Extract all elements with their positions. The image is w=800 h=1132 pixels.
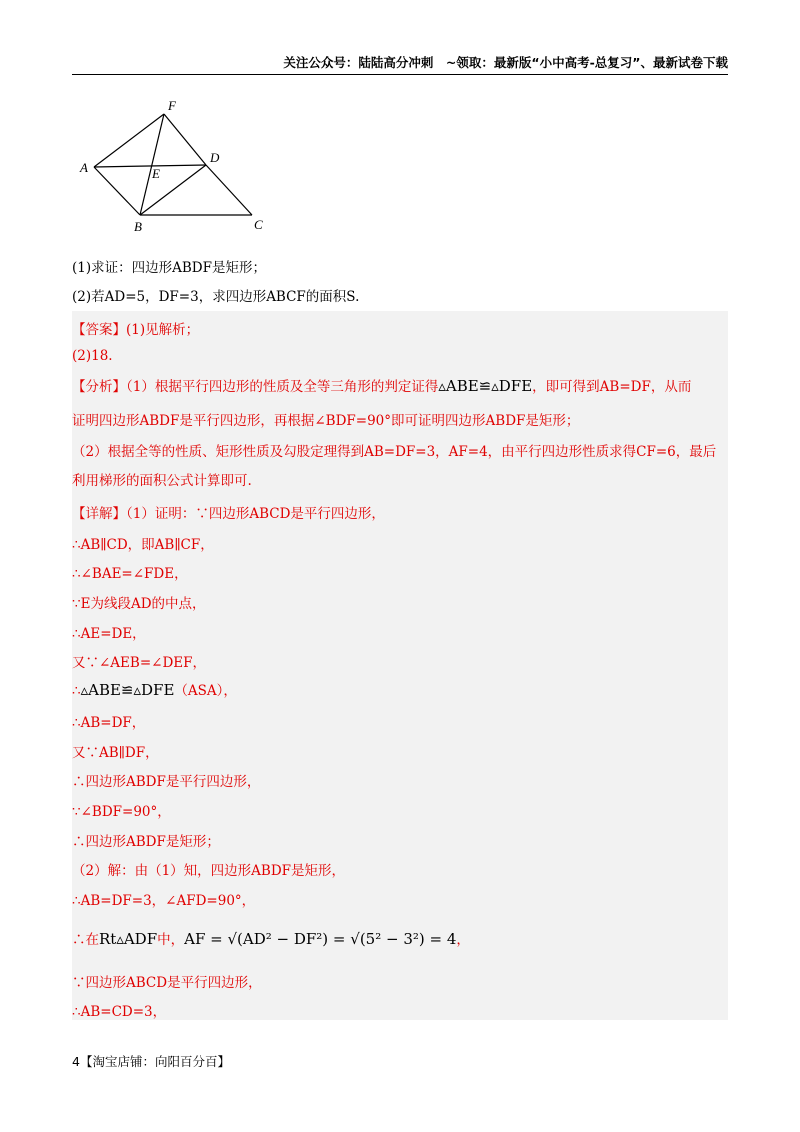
page-header: 关注公众号：陆陆高分冲刺 ~领取：最新版“小中高考-总复习”、最新试卷下载 <box>72 50 728 75</box>
rt-triangle-formula: Rt▵ADF <box>99 930 158 948</box>
detail-line-10: ∴四边形ABDF是平行四边形， <box>72 774 261 790</box>
detail-line-9: 又∵AB∥DF， <box>72 745 159 761</box>
analysis-text-a: 【分析】（1）根据平行四边形的性质及全等三角形的判定证得 <box>72 379 439 395</box>
label-f: F <box>168 98 176 113</box>
detail-line-3: ∴∠BAE=∠FDE， <box>72 566 188 582</box>
detail-15-mid: 中， <box>157 932 185 948</box>
analysis-line-4: 利用梯形的面积公式计算即可. <box>72 473 252 489</box>
segment-ab <box>94 167 140 215</box>
question-1: (1)求证：四边形ABDF是矩形； <box>72 260 266 276</box>
congruence-formula: ▵ABE≌▵DFE <box>438 377 533 395</box>
detail-7-suffix: （ASA）， <box>174 683 237 699</box>
detail-line-13: （2）解：由（1）知，四边形ABDF是矩形， <box>72 863 346 879</box>
detail-line-15 <box>72 928 470 948</box>
detail-line-14: ∴AB=DF=3，∠AFD=90°， <box>72 893 256 909</box>
analysis-text-b: ，即可得到AB=DF，从而 <box>532 379 692 395</box>
analysis-line-2: 证明四边形ABDF是平行四边形，再根据∠BDF=90°即可证明四边形ABDF是矩形； <box>72 413 580 429</box>
detail-15-suffix: ， <box>456 932 470 948</box>
page-footer: 4【淘宝店铺：向阳百分百】 <box>72 1054 230 1069</box>
congruence-formula-2: ▵ABE≌▵DFE <box>80 681 175 699</box>
detail-line-12: ∴四边形ABDF是矩形； <box>72 834 220 850</box>
detail-line-16: ∵四边形ABCD是平行四边形， <box>72 975 262 991</box>
segment-ad <box>94 165 206 167</box>
detail-line-11: ∵∠BDF=90°， <box>72 804 171 820</box>
detail-line-4: ∵E为线段AD的中点， <box>72 596 206 612</box>
detail-15-prefix: ∴在 <box>72 932 99 948</box>
label-c: C <box>254 217 263 232</box>
segment-fd <box>164 114 206 165</box>
detail-line-8: ∴AB=DF， <box>72 715 146 731</box>
detail-line-17: ∴AB=CD=3， <box>72 1004 167 1020</box>
geometry-figure <box>72 94 272 244</box>
label-a: A <box>80 160 88 175</box>
answer-line-2: (2)18. <box>72 348 113 364</box>
label-e: E <box>152 166 160 181</box>
detail-line-2: ∴AB∥CD，即AB∥CF， <box>72 537 214 553</box>
detail-line-5: ∴AE=DE， <box>72 626 146 642</box>
segment-dc <box>206 165 252 215</box>
question-2: (2)若AD=5，DF=3，求四边形ABCF的面积S. <box>72 289 360 305</box>
pythagoras-formula: AF = √(AD² − DF²) = √(5² − 3²) = 4 <box>184 930 457 948</box>
analysis-line-3: （2）根据全等的性质、矩形性质及勾股定理得到AB=DF=3，AF=4，由平行四边形性质求得CF=6，最后 <box>72 444 717 460</box>
detail-line-7 <box>72 679 237 699</box>
analysis-line-1 <box>72 375 691 395</box>
detail-line-6: 又∵∠AEB=∠DEF， <box>72 655 207 671</box>
answer-line-1: 【答案】(1)见解析； <box>72 322 200 338</box>
detail-line-1: 【详解】（1）证明：∵四边形ABCD是平行四边形， <box>72 506 385 522</box>
label-d: D <box>210 150 220 165</box>
label-b: B <box>134 219 142 234</box>
detail-7-prefix: ∴ <box>72 683 81 699</box>
